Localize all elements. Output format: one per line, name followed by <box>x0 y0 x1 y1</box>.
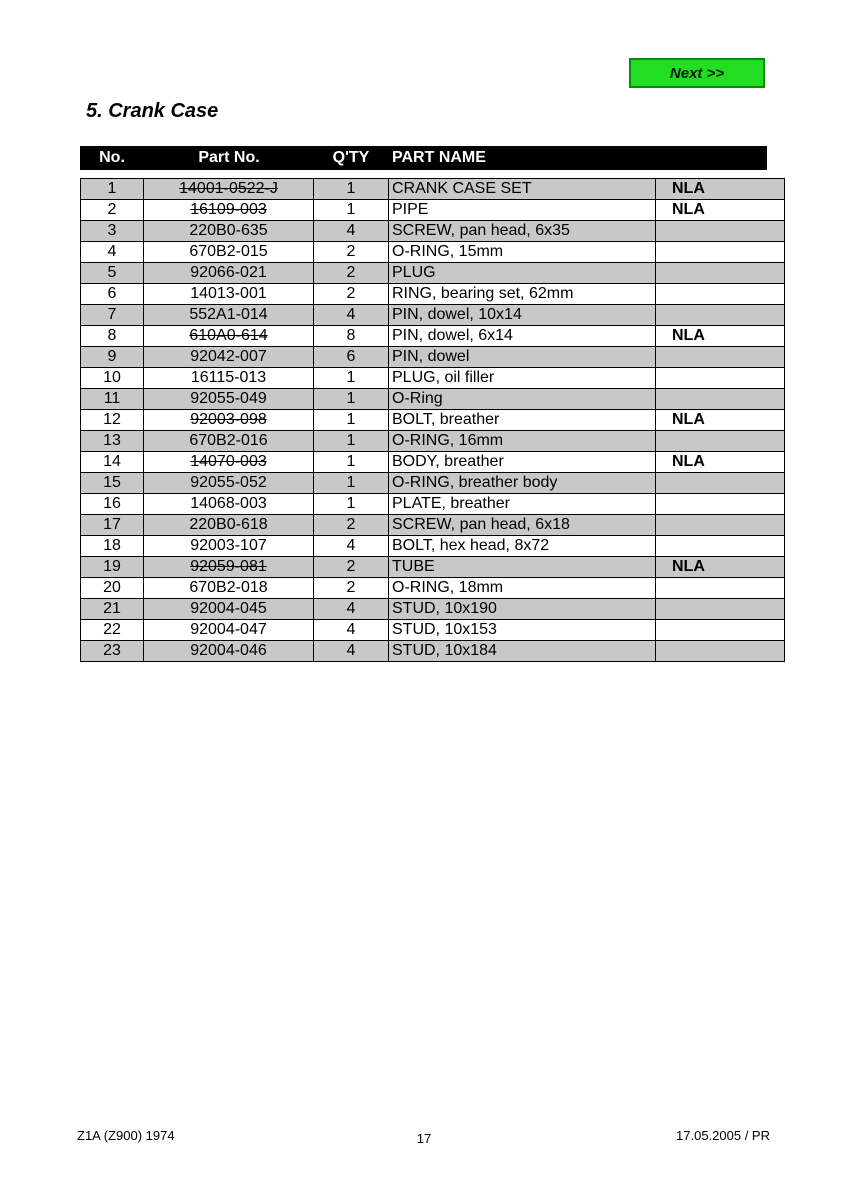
row-part-name: PLATE, breather <box>389 494 656 515</box>
row-qty: 1 <box>314 431 389 452</box>
row-qty: 1 <box>314 389 389 410</box>
row-part-name: PIN, dowel, 6x14 <box>389 326 656 347</box>
row-qty: 1 <box>314 494 389 515</box>
page-number: 17 <box>416 1131 432 1146</box>
row-note <box>656 263 785 284</box>
row-note <box>656 389 785 410</box>
table-row <box>81 536 785 557</box>
row-qty: 4 <box>314 305 389 326</box>
row-note: NLA <box>656 410 785 431</box>
row-part-name: RING, bearing set, 62mm <box>389 284 656 305</box>
footer-model: Z1A (Z900) 1974 <box>77 1128 175 1143</box>
row-qty: 1 <box>314 200 389 221</box>
table-row <box>81 347 785 368</box>
row-no: 7 <box>81 305 144 326</box>
table-header <box>80 146 767 170</box>
row-part-name: O-RING, breather body <box>389 473 656 494</box>
footer-date: 17.05.2005 / PR <box>676 1128 770 1143</box>
row-part-name: STUD, 10x190 <box>389 599 656 620</box>
row-note <box>656 221 785 242</box>
row-part-name: BOLT, hex head, 8x72 <box>389 536 656 557</box>
row-no: 23 <box>81 641 144 662</box>
row-qty: 2 <box>314 242 389 263</box>
row-no: 4 <box>81 242 144 263</box>
table-row <box>81 473 785 494</box>
row-part-name: O-RING, 18mm <box>389 578 656 599</box>
row-qty: 4 <box>314 599 389 620</box>
row-note <box>656 473 785 494</box>
row-note: NLA <box>656 179 785 200</box>
row-qty: 1 <box>314 179 389 200</box>
row-note <box>656 431 785 452</box>
row-qty: 2 <box>314 578 389 599</box>
row-part-name: O-RING, 16mm <box>389 431 656 452</box>
row-no: 10 <box>81 368 144 389</box>
row-qty: 1 <box>314 368 389 389</box>
row-part-no: 92055-049 <box>144 389 314 410</box>
row-note: NLA <box>656 557 785 578</box>
table-row <box>81 452 785 473</box>
row-note: NLA <box>656 326 785 347</box>
row-no: 15 <box>81 473 144 494</box>
row-part-name: BODY, breather <box>389 452 656 473</box>
row-qty: 2 <box>314 263 389 284</box>
row-note <box>656 494 785 515</box>
row-part-no: 552A1-014 <box>144 305 314 326</box>
table-row <box>81 578 785 599</box>
table-row <box>81 494 785 515</box>
table-row <box>81 431 785 452</box>
row-note <box>656 536 785 557</box>
table-row <box>81 242 785 263</box>
row-part-name: O-RING, 15mm <box>389 242 656 263</box>
row-part-no: 92055-052 <box>144 473 314 494</box>
row-part-no: 220B0-618 <box>144 515 314 536</box>
row-no: 6 <box>81 284 144 305</box>
row-part-no: 92003-107 <box>144 536 314 557</box>
row-note <box>656 641 785 662</box>
row-no: 22 <box>81 620 144 641</box>
row-part-name: PIN, dowel, 10x14 <box>389 305 656 326</box>
row-note: NLA <box>656 452 785 473</box>
row-qty: 2 <box>314 284 389 305</box>
row-part-name: PLUG <box>389 263 656 284</box>
row-qty: 4 <box>314 221 389 242</box>
table-row <box>81 263 785 284</box>
row-no: 21 <box>81 599 144 620</box>
row-part-no: 92059-081 <box>144 557 314 578</box>
row-note <box>656 305 785 326</box>
row-no: 9 <box>81 347 144 368</box>
table-row <box>81 410 785 431</box>
header-no: No. <box>99 149 125 166</box>
row-part-no: 670B2-018 <box>144 578 314 599</box>
row-part-no: 92004-045 <box>144 599 314 620</box>
row-no: 16 <box>81 494 144 515</box>
row-qty: 4 <box>314 641 389 662</box>
table-row <box>81 179 785 200</box>
row-part-no: 92066-021 <box>144 263 314 284</box>
row-qty: 6 <box>314 347 389 368</box>
table-row <box>81 284 785 305</box>
row-note <box>656 347 785 368</box>
row-part-no: 670B2-015 <box>144 242 314 263</box>
row-qty: 1 <box>314 410 389 431</box>
row-part-name: SCREW, pan head, 6x35 <box>389 221 656 242</box>
row-part-name: PIPE <box>389 200 656 221</box>
row-no: 19 <box>81 557 144 578</box>
row-note <box>656 284 785 305</box>
row-note <box>656 242 785 263</box>
header-part-name: PART NAME <box>392 149 486 166</box>
row-no: 2 <box>81 200 144 221</box>
row-part-no: 220B0-635 <box>144 221 314 242</box>
row-part-name: STUD, 10x184 <box>389 641 656 662</box>
row-part-no: 670B2-016 <box>144 431 314 452</box>
table-row <box>81 368 785 389</box>
row-part-no: 14001-0522-J <box>144 179 314 200</box>
page-title: 5. Crank Case <box>86 100 219 122</box>
row-part-name: O-Ring <box>389 389 656 410</box>
row-part-no: 92003-098 <box>144 410 314 431</box>
row-part-name: CRANK CASE SET <box>389 179 656 200</box>
row-part-no: 16115-013 <box>144 368 314 389</box>
row-note <box>656 620 785 641</box>
row-part-no: 14070-003 <box>144 452 314 473</box>
row-part-no: 92004-047 <box>144 620 314 641</box>
row-qty: 8 <box>314 326 389 347</box>
row-no: 17 <box>81 515 144 536</box>
header-qty: Q'TY <box>332 149 370 166</box>
table-row <box>81 326 785 347</box>
row-part-no: 92042-007 <box>144 347 314 368</box>
table-row <box>81 389 785 410</box>
table-row <box>81 200 785 221</box>
row-part-name: PLUG, oil filler <box>389 368 656 389</box>
row-part-no: 14013-001 <box>144 284 314 305</box>
parts-table <box>80 178 785 662</box>
row-no: 5 <box>81 263 144 284</box>
header-part-no: Part No. <box>198 149 260 166</box>
row-note <box>656 368 785 389</box>
row-part-name: STUD, 10x153 <box>389 620 656 641</box>
table-row <box>81 221 785 242</box>
table-row <box>81 599 785 620</box>
row-note <box>656 599 785 620</box>
row-part-no: 92004-046 <box>144 641 314 662</box>
table-row <box>81 620 785 641</box>
row-part-name: BOLT, breather <box>389 410 656 431</box>
row-part-name: TUBE <box>389 557 656 578</box>
row-note <box>656 578 785 599</box>
row-no: 8 <box>81 326 144 347</box>
row-no: 20 <box>81 578 144 599</box>
row-qty: 4 <box>314 620 389 641</box>
row-no: 18 <box>81 536 144 557</box>
row-no: 12 <box>81 410 144 431</box>
row-part-no: 610A0-614 <box>144 326 314 347</box>
row-qty: 4 <box>314 536 389 557</box>
row-part-name: SCREW, pan head, 6x18 <box>389 515 656 536</box>
table-row <box>81 641 785 662</box>
row-qty: 2 <box>314 515 389 536</box>
table-row <box>81 515 785 536</box>
row-no: 3 <box>81 221 144 242</box>
row-part-name: PIN, dowel <box>389 347 656 368</box>
table-row <box>81 305 785 326</box>
row-no: 11 <box>81 389 144 410</box>
next-button[interactable]: Next >> <box>629 58 765 88</box>
row-qty: 1 <box>314 452 389 473</box>
row-note <box>656 515 785 536</box>
row-no: 13 <box>81 431 144 452</box>
row-qty: 2 <box>314 557 389 578</box>
row-part-no: 16109-003 <box>144 200 314 221</box>
row-qty: 1 <box>314 473 389 494</box>
table-row <box>81 557 785 578</box>
row-no: 1 <box>81 179 144 200</box>
row-part-no: 14068-003 <box>144 494 314 515</box>
row-no: 14 <box>81 452 144 473</box>
row-note: NLA <box>656 200 785 221</box>
